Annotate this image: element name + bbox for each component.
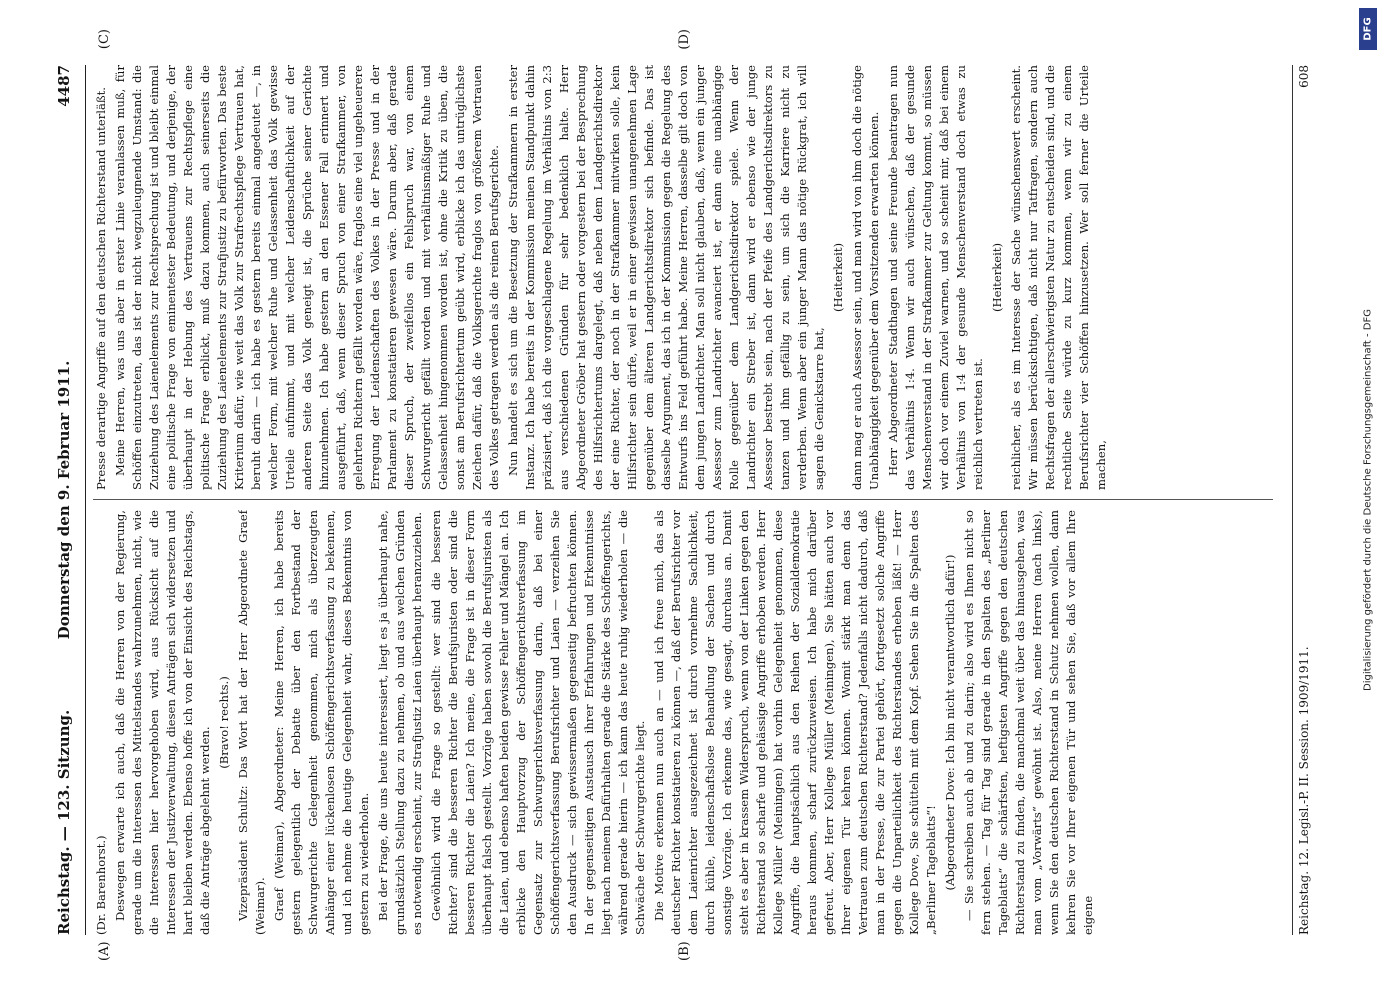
paragraph: Meine Herren, was uns aber in erster Linie veranlassen muß, für Schöffen einzutreten, das ist der nicht wegzuleugnende Umstand: die Zuziehung des Laienelements zur Rechtsprechung ist und bleibt einmal eine politische Frage von eminentester Bedeutung, und derjenige, der überhaupt in der Hebung des Vertrauens zur Rechtspflege eine politische Frage erblickt, muß dazu kommen, auch seinerseits die Zuziehung des Laienelements zur Strafjustiz zu befürworten. Das beste Kriterium dafür, wie weit das Volk zur Strafrechtspflege Vertrauen hat, beruht darin — ich habe es gestern bereits einmal angedeutet —, in welcher Form, mit welcher Ruhe und Gelassenheit das Volk gewisse Urteile aufnimmt, und mit welcher Leidenschaftlichkeit auf der anderen Seite das Volk geneigt ist, die Sprüche seiner Gerichte hinzunehmen. Ich habe gestern an den Essener Fall erinnert und ausgeführt, daß, wenn dieser Spruch von einer Strafkammer, von gelehrten Richtern gefällt worden wäre, fraglos eine viel ungeheuerere Erregung der Leidenschaften des Volkes in der Presse und in der Parlament zu konstatieren gewesen wäre. Darum aber, daß gerade dieser Spruch, der zweifellos ein Fehlspruch war, von einem Schwurgericht gefällt worden und mit verhältnismäßiger Ruhe und Gelassenheit hingenommen worden ist, ohne die Kritik zu üben, die sonst am Berufsrichtertum geübt wird, erblicke ich das untrüglichste Zeichen dafür, daß die Volksgerichte fraglos von größerem Vertrauen des Volkes getragen werden als die reinen Berufsgerichte. xyxy=(112,65,501,490)
interjection: (Heiterkeit) xyxy=(989,242,1004,313)
paragraph: Nun handelt es sich um die Besetzung der Strafkammern in erster Instanz. Ich habe bereits in der Kommission meinen Standpunkt dahin präzisiert, daß ich die vorgeschlagene Regelung im Verhältnis von 2:3 aus verschiedenen Gründen für sehr bedenklich halte. Herr Abgeordneter Gröber hat gestern oder vorgestern bei der Besprechung des Hilfsrichtertums dargelegt, daß neben dem Landgerichtsdirektor der eine Richter, der noch in der Strafkammer mitwirken solle, kein Hilfsrichter sein dürfe, weil er in einer gewissen unangenehmen Lage gegenüber dem älteren Landgerichtsdirektor sich befinde. Das ist dasselbe Argument, das ich in der Kommission gegen die Regelung des Entwurfs ins Feld geführt habe. Meine Herren, dasselbe gilt doch von dem jungen Landrichter. Man soll nicht glauben, daß, wenn ein junger Assessor zum Landrichter avanciert ist, er dann eine unabhängige Rolle gegenüber dem Landgerichtsdirektor spiele. Wenn der Landrichter ein Streber ist, dann wird er ebenso wie der junge Assessor bestrebt sein, nach der Pfeife des Landgerichtsdirektors zu tanzen und ihm gefällig zu sein, um sich die Karriere nicht zu verderben. Wenn aber ein junger Mann das nötige Rückgrat, ich will sagen die Genickstarre hat, xyxy=(505,65,826,490)
dfg-logo-text: DFG xyxy=(1362,17,1374,41)
footer-sheet-number: 608 xyxy=(1296,65,1311,88)
page-footer xyxy=(1297,65,1317,935)
paragraph: Die Motive erkennen nun auch an — und ich freue mich, das als deutscher Richter konstatieren zu können —, daß der Berufsrichter vor dem Laienrichter ausgezeichnet ist durch vornehme Sachlichkeit, durch kühle, leidenschaftslose Behandlung der Sachen und durch sonstige Vorzüge. Ich erkenne das, wie gesagt, durchaus an. Damit steht es aber in krassem Widerspruch, wenn von der Linken gegen den Richterstand so scharfe und gehässige Angriffe erhoben werden. Herr Kollege Müller (Meiningen) hat vorhin Gelegenheit genommen, diese Angriffe, die hauptsächlich aus den Reihen der Sozialdemokratie heraus kommen, scharf zurückzuweisen. Ich habe mich darüber gefreut. Aber, Herr Kollege Müller (Meiningen), Sie hätten auch vor Ihrer eigenen Tür kehren können. Womit stärkt man denn das Vertrauen zum deutschen Richterstand? Jedenfalls nicht dadurch, daß man in der Presse, die zur Partei gehört, fortgesetzt solche Angriffe gegen die Unparteilichkeit des Richterstandes erheben läßt! — Herr Kollege Dove, Sie schütteln mit dem Kopf. Sehen Sie in die Spalten des „Berliner Tageblatts“! xyxy=(651,510,938,935)
paragraph: Presse derartige Angriffe auf den deutschen Richterstand unterläßt. xyxy=(93,87,108,490)
interjection: (Heiterkeit) xyxy=(830,242,845,313)
margin-marker-c: (C) xyxy=(96,29,112,50)
page-number: 4487 xyxy=(54,65,73,107)
credit-text: Digitalisierung gefördert durch die Deutsche Forschungsgemeinschaft - DFG xyxy=(1362,308,1374,692)
column-divider xyxy=(93,499,1273,500)
running-header xyxy=(55,65,83,935)
header-left: Reichstag. — 123. Sitzung. xyxy=(54,709,73,935)
margin-marker-d: (D) xyxy=(676,29,692,50)
paragraph: Bei der Frage, die uns heute interessiert, liegt es ja überhaupt nahe, grundsätzlich Stellung dazu zu nehmen, ob und aus welchen Gründen es notwendig erscheint, zur Strafjustiz Laien überhaupt heranzuziehen. xyxy=(375,510,424,935)
header-date: Donnerstag den 9. Februar 1911. xyxy=(54,360,73,640)
left-column xyxy=(93,510,1273,935)
footer-rule xyxy=(1292,65,1293,935)
paragraph: Gewöhnlich wird die Frage so gestellt: wer sind die besseren Richter? sind die besseren Richter die Berufsjuristen oder sind die besseren Richter die Laien? Ich meine, die Frage ist in dieser Form überhaupt falsch gestellt. Vorzüge haben sowohl die Berufsjuristen als die Laien, und ebenso haften beiden gewisse Fehler und Mängel an. Ich erblicke den Hauptvorzug der Schöffengerichtsverfassung im Gegensatz zur Schwurgerichtsverfassung darin, daß bei einer Schöffengerichtsverfassung Berufsrichter und Laien — verzeihen Sie den Ausdruck — sich gewissermaßen gegenseitig befruchten können. In der gegenseitigen Austausch ihrer Erfahrungen und Erkenntnisse liegt nach meinem Dafürhalten gerade die Stärke des Schöffengerichts, während gerade hierin — ich kann das heute ruhig wiederholen — die Schwäche der Schwurgerichte liegt. xyxy=(428,510,647,935)
paragraph: Deswegen erwarte ich auch, daß die Herren von der Regierung, gerade um die Interessen des Mittelstandes wahrzunehmen, nicht, wie die Interessen hier hervorgehoben wird, aus Rücksicht auf die Interessen der Justizverwaltung, diesen Anträgen sich widersetzen und hart bleiben werden. Ebenso hoffe ich von der Einsicht des Reichstags, daß die Anträge abgelehnt werden. xyxy=(112,510,212,935)
paragraph: reichlicher, als es im Interesse der Sache wünschenswert erscheint. Wir müssen berücksichtigen, daß nicht nur Tatfragen, sondern auch Rechtsfragen der allerschwierigsten Natur zu entscheiden sind, und die rechtliche Seite würde zu kurz kommen, wenn wir zu einem Berufsrichter vier Schöffen hinzusetzen. Wer soll ferner die Urteile machen, xyxy=(1008,65,1108,490)
digitization-credit xyxy=(1361,10,1375,990)
paragraph: Herr Abgeordneter Stadthagen und seine Freunde beantragen nun das Verhältnis 1:4. Wenn wir auch wünschen, daß der gesunde Menschenverstand in der Strafkammer zur Geltung kommt, so müssen wir doch vor einem Zuviel warnen, und so scheint mir, daß bei einem Verhältnis von 1:4 der gesunde Menschenverstand doch etwas zu reichlich vertreten ist. xyxy=(885,65,985,490)
dfg-logo xyxy=(1359,8,1377,50)
header-rule xyxy=(85,65,86,935)
paragraph: (Dr. Barenhorst.) xyxy=(93,835,108,935)
interjection: (Bravo! rechts.) xyxy=(216,676,231,769)
right-column xyxy=(93,65,1273,490)
interjection: (Abgeordneter Dove: Ich bin nicht verantwortlich dafür!) xyxy=(942,554,957,891)
paragraph: Graef (Weimar), Abgeordneter: Meine Herren, ich habe bereits gestern gelegentlich der Debatte über den Fortbestand der Schwurgerichte Gelegenheit genommen, mich als überzeugten Anhänger einer lückenlosen Schöffengerichtsverfassung zu bekennen, und ich nehme die heutige Gelegenheit wahr, dieses Bekenntnis von gestern zu wiederholen. xyxy=(271,510,371,935)
paragraph: — Sie schreiben auch ab und zu darin; also wird es Ihnen nicht so fern stehen. — Tag für Tag sind gerade in den Spalten des „Berliner Tageblatts“ die schärfsten, heftigsten Angriffe gegen den deutschen Richterstand zu finden, die manchmal weit über das hinausgehen, was man vom „Vorwärts“ gewöhnt ist. Also, meine Herren (nach links), wenn Sie den deutschen Richterstand in Schutz nehmen wollen, dann kehren Sie vor Ihrer eigenen Tür und sehen Sie, daß vor allem Ihre eigene xyxy=(961,510,1095,935)
paragraph: Vizepräsident Schultz: Das Wort hat der Herr Abgeordnete Graef (Weimar). xyxy=(235,510,267,935)
footer-session: Reichstag. 12. Legisl.-P. II. Session. 1909/1911. xyxy=(1296,646,1311,935)
scanned-page xyxy=(27,25,1357,975)
margin-marker-a: (A) xyxy=(96,941,112,961)
paragraph: dann mag er auch Assessor sein, und man wird von ihm doch die nötige Unabhängigkeit gegenüber dem Vorsitzenden erwarten können. xyxy=(849,65,881,490)
margin-marker-b: (B) xyxy=(676,941,692,961)
